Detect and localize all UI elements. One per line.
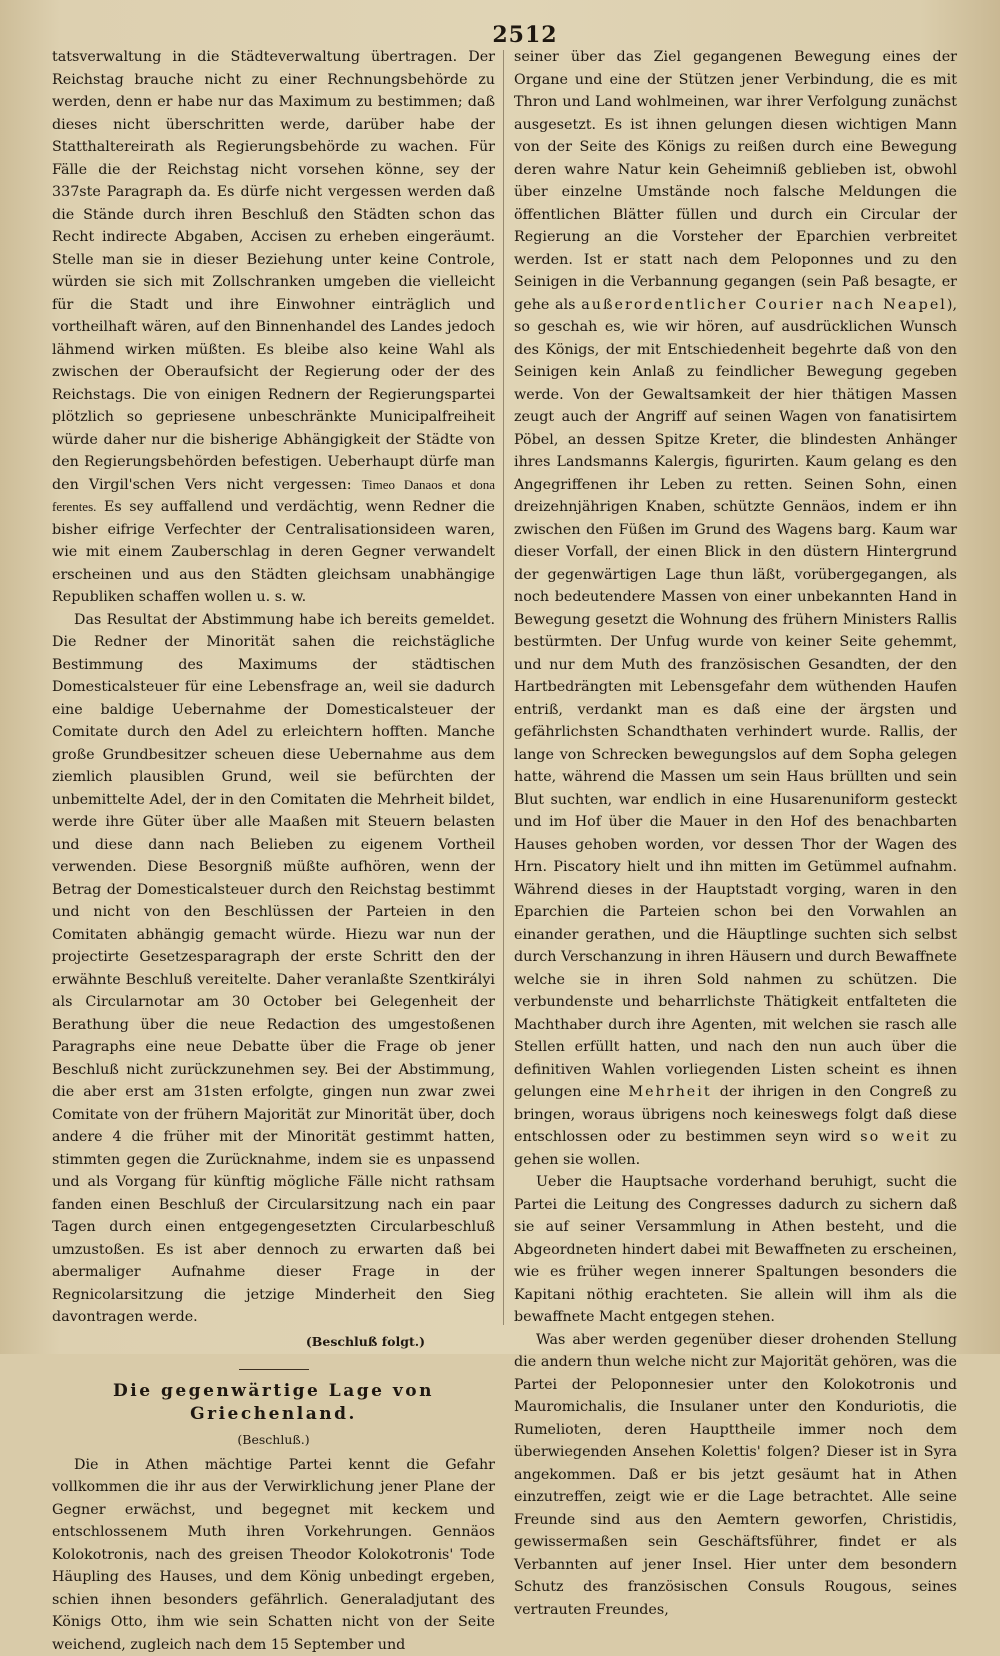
continuation-note: (Beschluß folgt.) [52,1331,495,1354]
article-paragraph: Die in Athen mächtige Partei kennt die Gefahr vollkommen die ihr aus der Verwirklichung jener Plane der Gegner erwächst, und begegnet mit keckem und entschlossenem Muth ihren Vorkehrungen. Gennäos Kolokotronis, nach des greisen Theodor Kolokotronis' Tode Häupling des Hauses, und dem König unbedingt ergeben, schien ihnen besonders gefährlich. Generaladjutant des Königs Otto, ihm wie sein Schatten nicht von der Seite weichend, zugleich nach dem 15 September und [52,1454,495,1656]
paragraph-text: Es sey auffallend und verdächtig, wenn Redner die bisher eifrige Verfechter der Centralisationsideen waren, wie mit einem Zauberschlag in deren Gegner verwandelt erscheinen und aus den Städten gleichsam unabhängige Republiken schaffen wollen u. s. w. [52,499,495,605]
spaced-text: außerordentlicher Courier nach Neapel [581,297,947,313]
paragraph-text: der ihrigen in den Congreß zu bringen, woraus übrigens noch keineswegs folgt daß diese entschlossen oder zu bestimmen seyn wird [514,1084,957,1145]
article-subtitle: (Beschluß.) [52,1429,495,1452]
right-paragraph-3: Was aber werden gegenüber dieser drohenden Stellung die andern thun welche nicht zur Majorität gehören, was die Partei der Peloponnesier unter den Kolokotronis und Mauromichalis, die Insulaner unter den Konduriotis, die Rumelioten, deren Haupttheile immer noch dem überwiegenden Ansehen Kolettis' folgen? Dieser ist in Syra angekommen. Daß er bis jetzt gesäumt hat in Athen einzutreffen, zeigt wie er die Lage betrachtet. Alle seine Freunde sind aus den Aemtern geworfen, Christidis, gewissermaßen sein Geschäftsführer, findet er als Verbannten auf jener Insel. Hier unter dem besondern Schutz des französischen Consuls Rougous, seines vertrauten Freundes, [514,1329,957,1622]
page-number: 2512 [490,22,560,48]
column-divider [503,50,504,1325]
paragraph-text: tatsverwaltung in die Städteverwaltung übertragen. Der Reichstag brauche nicht zu einer Rechnungsbehörde zu werden, denn er habe nur das Maximum zu bestimmen; daß dieses nicht überschritten werde, darüber habe der Statthaltereirath als Regierungsbehörde zu wachen. Für Fälle die der Reichstag nicht vorsehen könne, sey der 337ste Paragraph da. Es dürfe nicht vergessen werden daß die Stände durch ihren Beschluß den Städten schon das Recht indirecte Abgaben, Accisen zu erheben eingeräumt. Stelle man sie in dieser Beziehung unter keine Controle, würden sie sich mit Zollschranken umgeben die vielleicht für die Stadt und ihre Einwohner einträglich und vortheilhaft wären, auf den Binnenhandel des Landes jedoch lähmend wirken müßten. Es bleibe also keine Wahl als zwischen der Oberaufsicht der Regierung oder der des Reichstags. Die von einigen Rednern der Regierungspartei plötzlich so gepriesene unbeschränkte Municipalfreiheit würde daher nur die bisherige Abhängigkeit der Städte von den Regierungsbehörden befestigen. Ueberhaupt dürfe man den Virgil'schen Vers nicht vergessen: [52,49,495,493]
left-paragraph-1 [52,46,495,609]
left-paragraph-2: Das Resultat der Abstimmung habe ich bereits gemeldet. Die Redner der Minorität sahen die reichstägliche Bestimmung des Maximums der städtischen Domesticalsteuer für eine Lebensfrage an, weil sie dadurch eine baldige Uebernahme der Domesticalsteuer der Comitate durch den Adel zu erleichtern hofften. Manche große Grundbesitzer scheuen diese Uebernahme aus dem ziemlich plausiblen Grund, weil sie befürchten der unbemittelte Adel, der in den Comitaten die Mehrheit bildet, werde ihre Güter über alle Maaßen mit Steuern belasten und diese dann nach Belieben zu eigenem Vortheil verwenden. Diese Besorgniß müßte aufhören, wenn der Betrag der Domesticalsteuer durch den Reichstag bestimmt und nicht von den Beschlüssen der Parteien in den Comitaten abhängig gemacht würde. Hiezu war nun der projectirte Gesetzesparagraph der erste Schritt den der erwähnte Beschluß vereitelte. Daher veranlaßte Szentkirályi als Circularnotar am 30 October bei Gelegenheit der Berathung über die neue Redaction des umgestoßenen Paragraphs eine neue Debatte über die Frage ob jener Beschluß nicht zurückzunehmen sey. Bei der Abstimmung, die aber erst am 31sten erfolgte, gingen nun zwar zwei Comitate von der frühern Majorität zur Minorität über, doch andere 4 die früher mit der Minorität gestimmt hatten, stimmten gegen die Zurücknahme, indem sie es unpassend und als Vorgang für künftig mögliche Fälle nicht rathsam fanden einen Beschluß der Circularsitzung nach ein paar Tagen durch einen entgegengesetzten Circularbeschluß umzustoßen. Es ist aber dennoch zu erwarten daß bei abermaliger Aufnahme dieser Frage in der Regnicolarsitzung die jetzige Minderheit den Sieg davontragen werde. [52,609,495,1329]
section-rule [239,1369,309,1370]
right-column [514,46,957,1621]
paragraph-text: zu gehen sie wollen. [514,1129,957,1168]
paragraph-text: seiner über das Ziel gegangenen Bewegung eines der Organe und eine der Stützen jener Verbindung, die es mit Thron und Land wohlmeinen, war ihrer Verfolgung zunächst ausgesetzt. Es ist ihnen gelungen diesen wichtigen Mann von der Seite des Königs zu reißen durch eine Bewegung deren wahre Natur kein Geheimniß geblieben ist, obwohl über einzelne Umstände noch falsche Meldungen die öffentlichen Blätter füllen und durch ein Circular der Regierung an die Vorsteher der Eparchien verbreitet werden. Ist er statt nach dem Peloponnes und zu den Seinigen in die Verbannung gegangen (sein Paß besagte, er gehe als [514,49,957,313]
paragraph-text: ), so geschah es, wie wir hören, auf ausdrücklichen Wunsch des Königs, der mit Entschiedenheit begehrte daß von den Seinigen kein Anlaß zu feindlicher Bewegung gegeben werde. Von der Gewaltsamkeit der hier thätigen Massen zeugt auch der Angriff auf seinen Wagen von fanatisirtem Pöbel, an dessen Spitze Kreter, die blindesten Anhänger ihres Landsmanns Kalergis, figurirten. Kaum gelang es den Angegriffenen ihr Leben zu retten. Seinen Sohn, einen dreizehnjährigen Knaben, schützte Gennäos, indem er ihn zwischen den Füßen im Grund des Wagens barg. Kaum war dieser Vorfall, der einen Blick in den düstern Hintergrund der gegenwärtigen Lage thun läßt, vorübergegangen, als noch bedeutendere Massen von einer unbekannten Hand in Bewegung gesetzt die Wohnung des frühern Ministers Rallis bestürmten. Der Unfug wurde von keiner Seite gehemmt, und nur dem Muth des französischen Gesandten, der den Hartbedrängten mit Lebensgefahr dem wüthenden Haufen entriß, verdankt man es daß eine der ärgsten und gefährlichsten Schandthaten verhindert wurde. Rallis, der lange von Schrecken bewegungslos auf dem Sopha gelegen hatte, während die Massen um sein Haus brüllten und sein Blut suchten, war endlich in eine Husarenuniform gesteckt und im Hof über die Mauer in den Hof des benachbarten Hauses gehoben worden, vor dessen Thor der Wagen des Hrn. Piscatory hielt und ihn mitten im Getümmel aufnahm. Während dieses in der Hauptstadt vorging, waren in den Eparchien die Parteien schon bei den Vorwahlen an einander gerathen, und die Häuptlinge suchten sich selbst durch Verschanzung in ihren Häusern und durch Bewaffnete welche sie in ihren Sold nahmen zu schützen. Die verbundenste und beharrlichste Thätigkeit entfalteten die Machthaber durch ihre Agenten, mit welchen sie rasch alle Stellen erfüllt hatten, und nach den nun auch über die definitiven Wahlen vorliegenden Listen scheint es ihnen gelungen eine [514,297,957,1101]
latin-quote: Timeo Danaos et dona ferentes. [52,477,495,515]
left-column [52,46,495,1656]
right-paragraph-1 [514,46,957,1171]
spaced-text: so weit [860,1129,930,1145]
article-title: Die gegenwärtige Lage von Griechenland. [52,1380,495,1425]
right-paragraph-2: Ueber die Hauptsache vorderhand beruhigt, sucht die Partei die Leitung des Congresses dadurch zu sichern daß sie auf seiner Versammlung in Athen besteht, und die Abgeordneten hindert dabei mit Bewaffneten zu erscheinen, wie es früher wegen innerer Spaltungen besonders die Kapitani nöthig erachteten. Sie allein will ihm als die bewaffnete Macht entgegen stehen. [514,1171,957,1329]
spaced-text: Mehrheit [628,1084,711,1100]
